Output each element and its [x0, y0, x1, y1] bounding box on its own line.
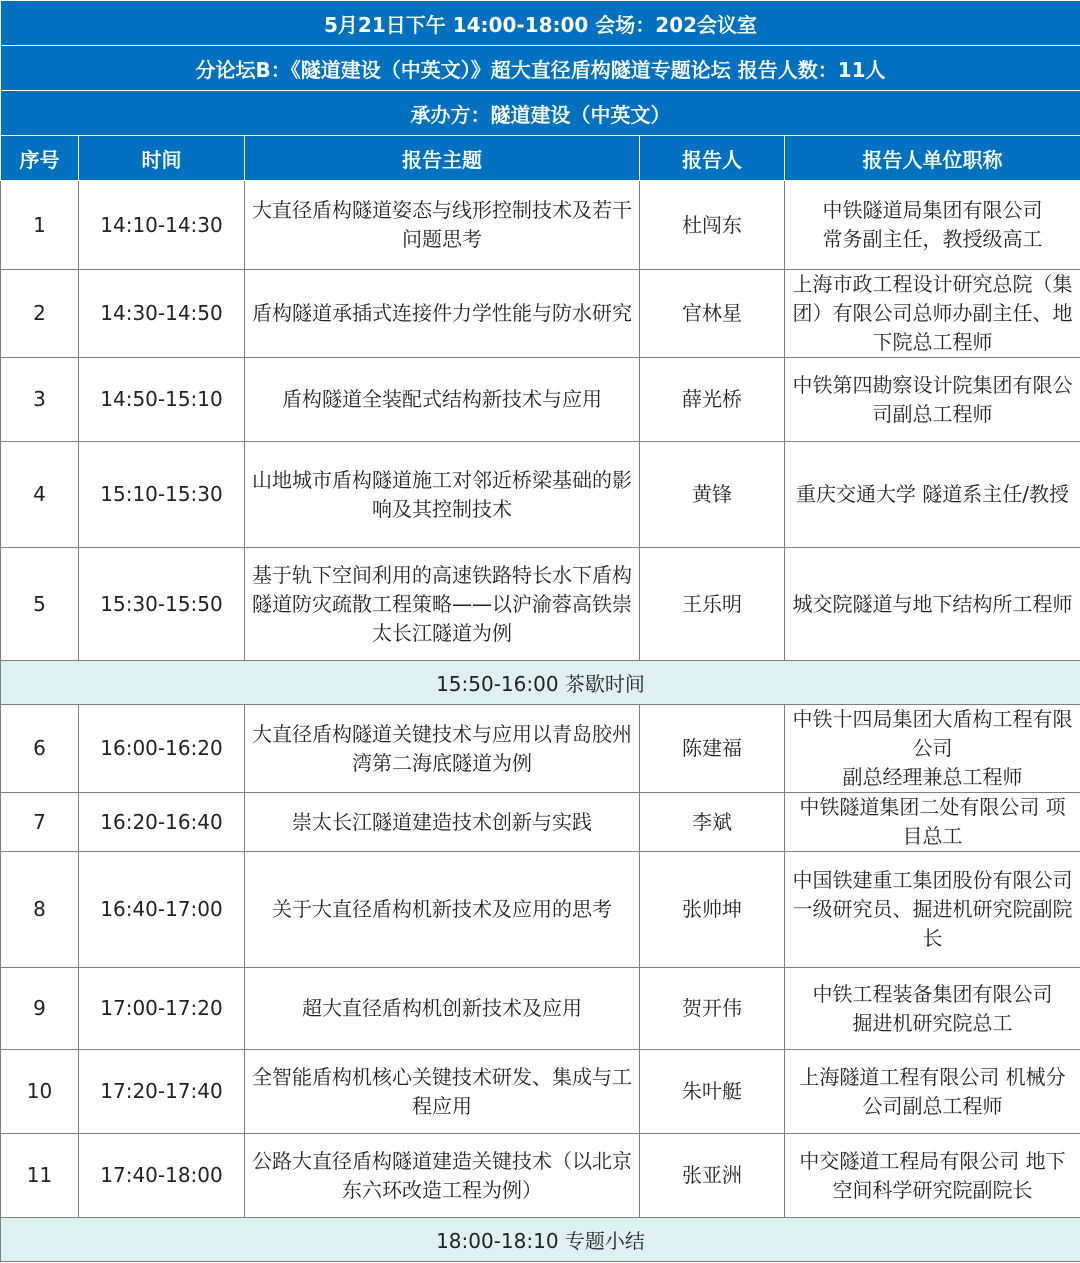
row-affiliation: 中铁第四勘察设计院集团有限公司副总工程师 — [785, 358, 1080, 442]
row-topic: 公路大直径盾构隧道建造关键技术（以北京东六环改造工程为例） — [245, 1134, 640, 1218]
row-topic: 大直径盾构隧道姿态与线形控制技术及若干问题思考 — [245, 181, 640, 270]
row-affiliation: 上海市政工程设计研究总院（集团）有限公司总师办副主任、地下院总工程师 — [785, 270, 1080, 358]
row-number: 5 — [1, 548, 79, 661]
row-speaker: 李斌 — [640, 793, 785, 852]
row-time: 16:40-17:00 — [79, 852, 245, 968]
row-affiliation: 中铁十四局集团大盾构工程有限公司 副总经理兼总工程师 — [785, 705, 1080, 793]
table-row — [1, 705, 1080, 793]
row-time: 14:10-14:30 — [79, 181, 245, 270]
table-row — [1, 270, 1080, 358]
column-header-row — [1, 136, 1080, 181]
summary-row: 18:00-18:10 专题小结 — [1, 1218, 1080, 1262]
col-header-speaker: 报告人 — [640, 136, 785, 181]
table-row — [1, 793, 1080, 852]
table-row — [1, 442, 1080, 548]
row-speaker: 贺开伟 — [640, 968, 785, 1050]
row-time: 17:00-17:20 — [79, 968, 245, 1050]
row-time: 15:30-15:50 — [79, 548, 245, 661]
organizer: 承办方：隧道建设（中英文） — [1, 91, 1080, 136]
row-topic: 基于轨下空间利用的高速铁路特长水下盾构隧道防灾疏散工程策略——以沪渝蓉高铁崇太长江隧道为例 — [245, 548, 640, 661]
row-speaker: 张帅坤 — [640, 852, 785, 968]
row-time: 14:30-14:50 — [79, 270, 245, 358]
row-affiliation: 中铁工程装备集团有限公司 掘进机研究院总工 — [785, 968, 1080, 1050]
col-header-time: 时间 — [79, 136, 245, 181]
row-time: 17:20-17:40 — [79, 1050, 245, 1134]
table-row — [1, 358, 1080, 442]
table-row — [1, 548, 1080, 661]
row-number: 10 — [1, 1050, 79, 1134]
row-topic: 全智能盾构机核心关键技术研发、集成与工程应用 — [245, 1050, 640, 1134]
table-row — [1, 1134, 1080, 1218]
row-topic: 超大直径盾构机创新技术及应用 — [245, 968, 640, 1050]
row-speaker: 朱叶艇 — [640, 1050, 785, 1134]
row-time: 15:10-15:30 — [79, 442, 245, 548]
row-affiliation: 中铁隧道局集团有限公司 常务副主任，教授级高工 — [785, 181, 1080, 270]
row-topic: 盾构隧道全装配式结构新技术与应用 — [245, 358, 640, 442]
row-number: 3 — [1, 358, 79, 442]
row-topic: 山地城市盾构隧道施工对邻近桥梁基础的影响及其控制技术 — [245, 442, 640, 548]
tea-break-row: 15:50-16:00 茶歇时间 — [1, 661, 1080, 705]
row-number: 1 — [1, 181, 79, 270]
row-topic: 崇太长江隧道建造技术创新与实践 — [245, 793, 640, 852]
row-topic: 大直径盾构隧道关键技术与应用以青岛胶州湾第二海底隧道为例 — [245, 705, 640, 793]
table-row — [1, 181, 1080, 270]
row-speaker: 陈建福 — [640, 705, 785, 793]
row-speaker: 官林星 — [640, 270, 785, 358]
row-number: 11 — [1, 1134, 79, 1218]
row-affiliation: 中交隧道工程局有限公司 地下空间科学研究院副院长 — [785, 1134, 1080, 1218]
row-time: 16:00-16:20 — [79, 705, 245, 793]
row-number: 2 — [1, 270, 79, 358]
row-time: 17:40-18:00 — [79, 1134, 245, 1218]
row-time: 16:20-16:40 — [79, 793, 245, 852]
row-speaker: 薛光桥 — [640, 358, 785, 442]
row-speaker: 杜闯东 — [640, 181, 785, 270]
col-header-no: 序号 — [1, 136, 79, 181]
row-number: 7 — [1, 793, 79, 852]
row-affiliation: 城交院隧道与地下结构所工程师 — [785, 548, 1080, 661]
row-speaker: 黄锋 — [640, 442, 785, 548]
row-number: 9 — [1, 968, 79, 1050]
forum-title: 分论坛B：《隧道建设（中英文）》超大直径盾构隧道专题论坛 报告人数：11人 — [1, 46, 1080, 91]
row-affiliation: 上海隧道工程有限公司 机械分公司副总工程师 — [785, 1050, 1080, 1134]
row-number: 4 — [1, 442, 79, 548]
row-topic: 盾构隧道承插式连接件力学性能与防水研究 — [245, 270, 640, 358]
row-affiliation: 重庆交通大学 隧道系主任/教授 — [785, 442, 1080, 548]
row-affiliation: 中国铁建重工集团股份有限公司 一级研究员、掘进机研究院副院长 — [785, 852, 1080, 968]
col-header-affiliation: 报告人单位职称 — [785, 136, 1080, 181]
col-header-topic: 报告主题 — [245, 136, 640, 181]
session-time-venue: 5月21日下午 14:00-18:00 会场：202会议室 — [1, 1, 1080, 46]
row-time: 14:50-15:10 — [79, 358, 245, 442]
row-affiliation: 中铁隧道集团二处有限公司 项目总工 — [785, 793, 1080, 852]
table-row — [1, 1050, 1080, 1134]
table-row — [1, 852, 1080, 968]
row-topic: 关于大直径盾构机新技术及应用的思考 — [245, 852, 640, 968]
row-speaker: 王乐明 — [640, 548, 785, 661]
row-number: 6 — [1, 705, 79, 793]
row-number: 8 — [1, 852, 79, 968]
table-row — [1, 968, 1080, 1050]
row-speaker: 张亚洲 — [640, 1134, 785, 1218]
